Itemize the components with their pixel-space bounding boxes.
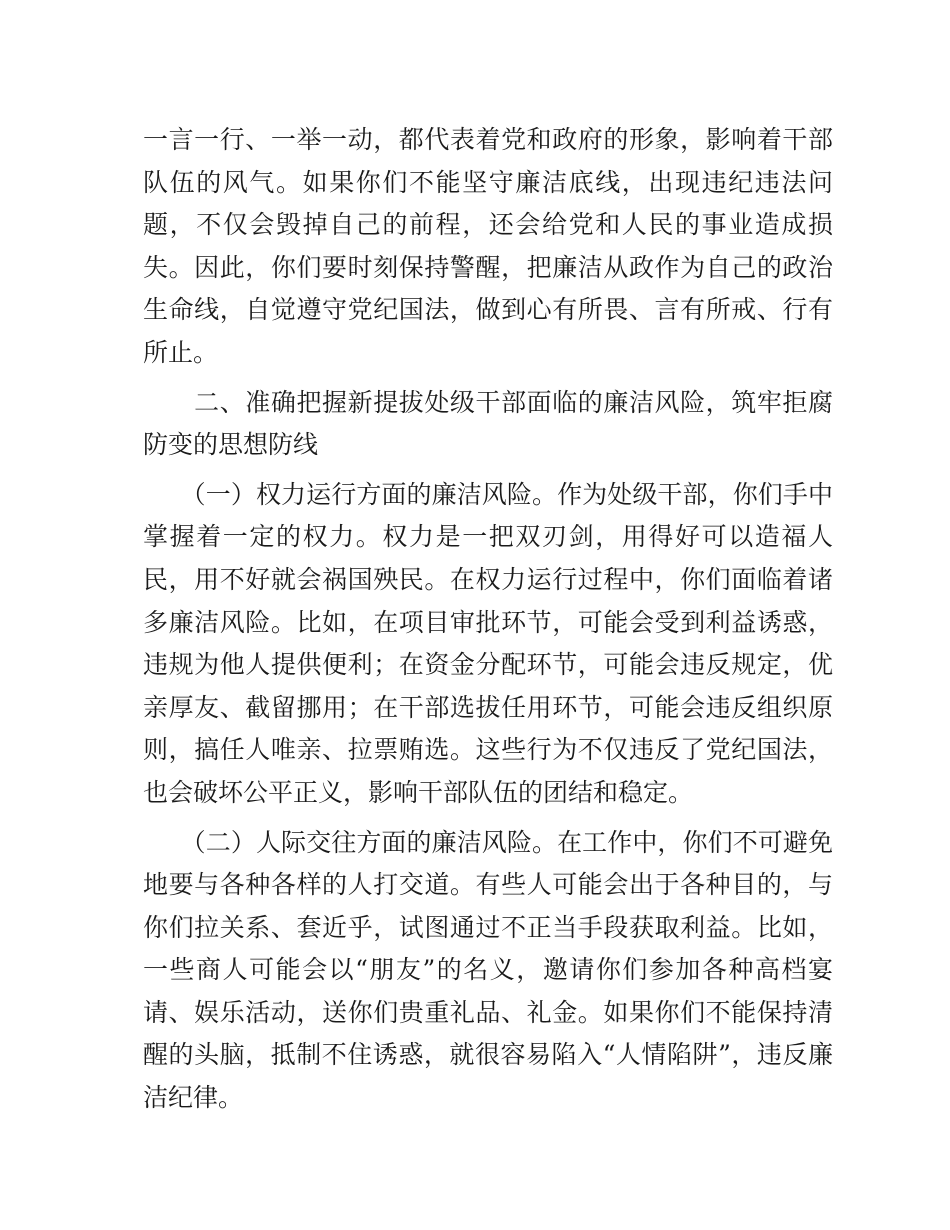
paragraph-spacing — [143, 375, 833, 382]
paragraph-interpersonal-risks: （二）人际交往方面的廉洁风险。在工作中，你们不可避免地要与各种各样的人打交道。有些人可能会出于各种目的，与你们拉关系、套近乎，试图通过不正当手段获取利益。比如，一些商人可能会以“朋友”的名义，邀请你们参加各种高档宴请、娱乐活动，送你们贵重礼品、礼金。如果你们不能保持清醒的头脑，抵制不住诱惑，就很容易陷入“人情陷阱”，违反廉洁纪律。 — [143, 827, 833, 1113]
section-heading: 二、准确把握新提拔处级干部面临的廉洁风险，筑牢拒腐防变的思想防线 — [143, 387, 833, 460]
paragraph-continuation: 一言一行、一举一动，都代表着党和政府的形象，影响着干部队伍的风气。如果你们不能坚守廉洁底线，出现违纪违法问题，不仅会毁掉自己的前程，还会给党和人民的事业造成损失。因此，你们要时刻保持警醒，把廉洁从政作为自己的政治生命线，自觉遵守党纪国法，做到心有所畏、言有所戒、行有所止。 — [143, 125, 833, 367]
paragraph-spacing — [143, 815, 833, 822]
paragraph-power-risks: （一）权力运行方面的廉洁风险。作为处级干部，你们手中掌握着一定的权力。权力是一把双刃剑，用得好可以造福人民，用不好就会祸国殃民。在权力运行过程中，你们面临着诸多廉洁风险。比如，在项目审批环节，可能会受到利益诱惑，违规为他人提供便利；在资金分配环节，可能会违反规定，优亲厚友、截留挪用；在干部选拔任用环节，可能会违反组织原则，搞任人唯亲、拉票贿选。这些行为不仅违反了党纪国法，也会破坏公平正义，影响干部队伍的团结和稳定。 — [143, 479, 833, 807]
paragraph-spacing — [143, 467, 833, 474]
document-body — [143, 119, 833, 1120]
